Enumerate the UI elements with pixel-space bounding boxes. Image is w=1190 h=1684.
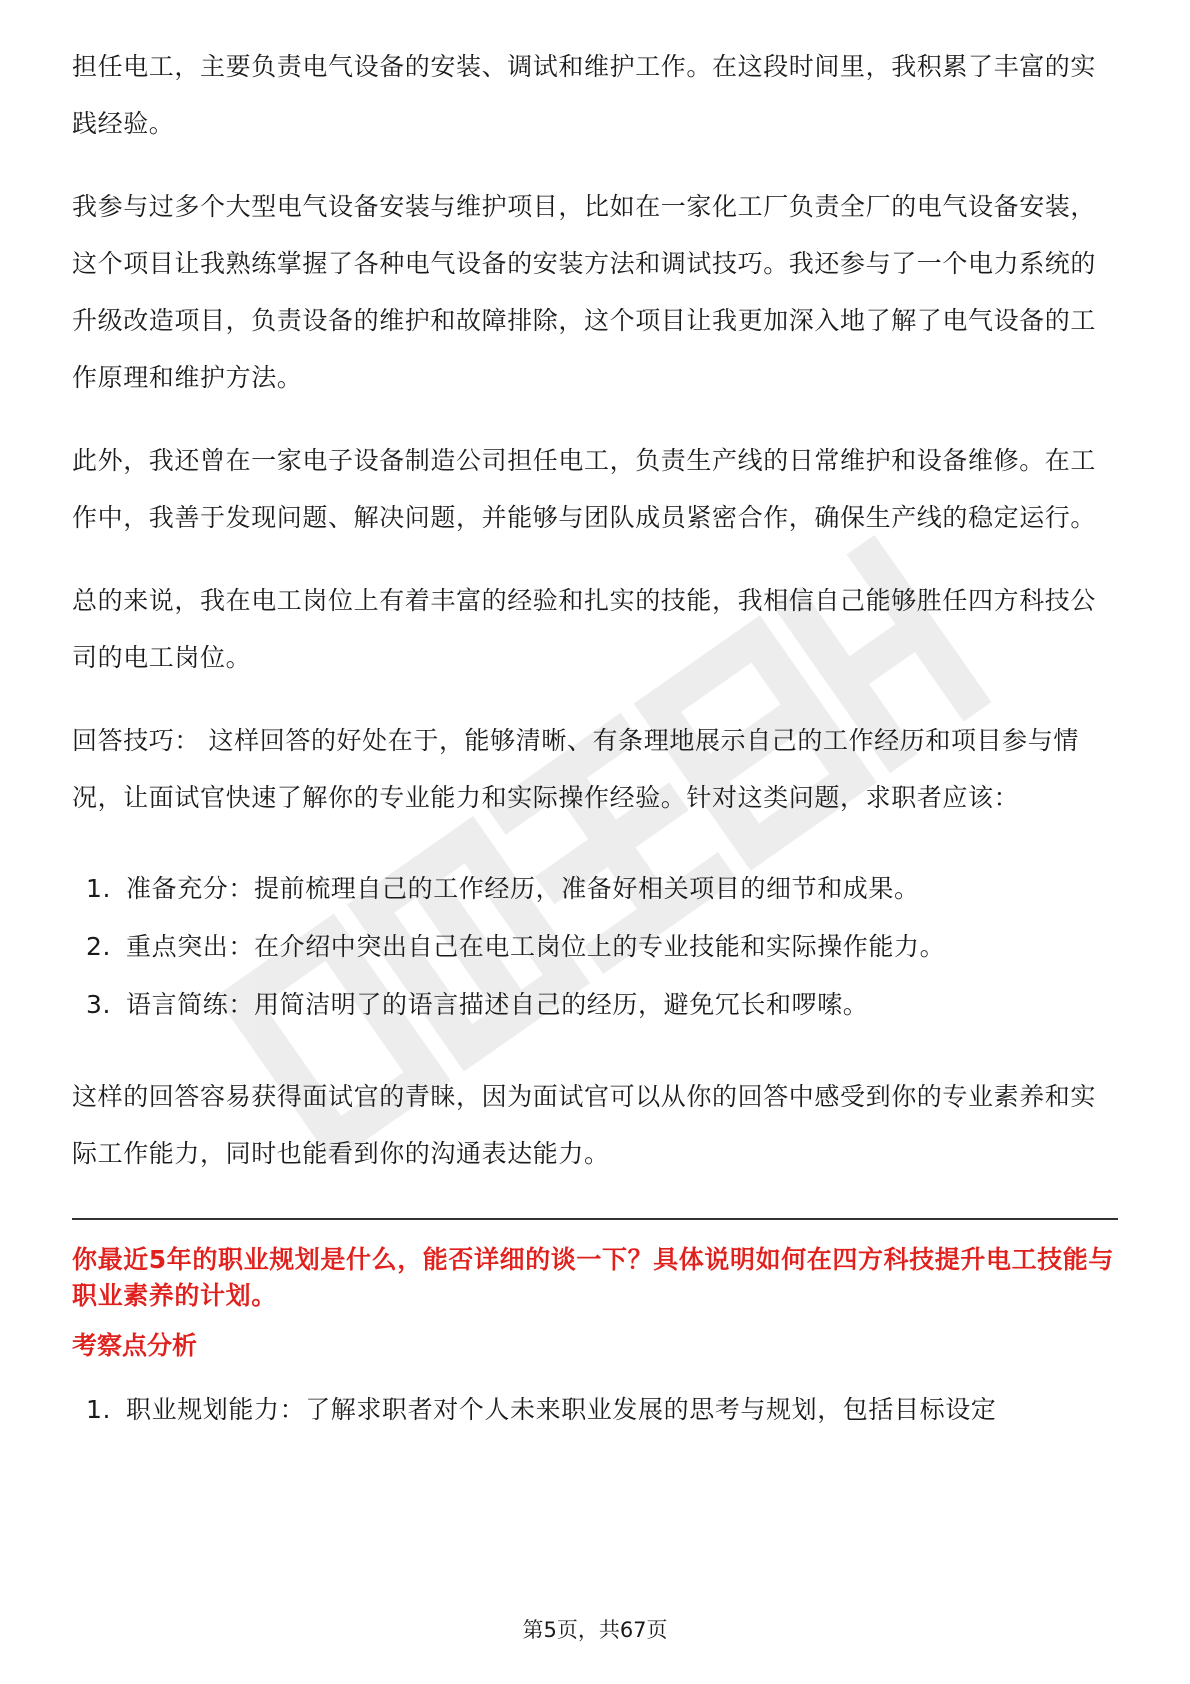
list-item-number: 1. [86, 1395, 112, 1424]
section-divider [72, 1218, 1118, 1220]
list-item-number: 1. [86, 874, 112, 903]
list-item-text: 职业规划能力：了解求职者对个人未来职业发展的思考与规划，包括目标设定 [126, 1395, 997, 1424]
question-title: 你最近5年的职业规划是什么，能否详细的谈一下？具体说明如何在四方科技提升电工技能与职业素养的计划。 [72, 1245, 1114, 1310]
list-item-number: 2. [86, 932, 112, 961]
analysis-list [72, 1390, 1118, 1430]
list-item [72, 860, 1118, 918]
list-item [72, 976, 1118, 1034]
paragraph-answer-tips: 回答技巧： 这样回答的好处在于，能够清晰、有条理地展示自己的工作经历和项目参与情况，让面试官快速了解你的专业能力和实际操作经验。针对这类问题，求职者应该： [72, 726, 1079, 812]
paragraph-conclusion: 这样的回答容易获得面试官的青睐，因为面试官可以从你的回答中感受到你的专业素养和实际工作能力，同时也能看到你的沟通表达能力。 [72, 1082, 1097, 1168]
paragraph-electronics-company: 此外，我还曾在一家电子设备制造公司担任电工，负责生产线的日常维护和设备维修。在工作中，我善于发现问题、解决问题，并能够与团队成员紧密合作，确保生产线的稳定运行。 [72, 446, 1097, 532]
paragraph-project-experience: 我参与过多个大型电气设备安装与维护项目，比如在一家化工厂负责全厂的电气设备安装，这个项目让我熟练掌握了各种电气设备的安装方法和调试技巧。我还参与了一个电力系统的升级改造项目，负责设备的维护和故障排除，这个项目让我更加深入地了解了电气设备的工作原理和维护方法。 [72, 192, 1097, 392]
list-item-text: 准备充分：提前梳理自己的工作经历，准备好相关项目的细节和成果。 [126, 874, 920, 903]
tips-list [72, 860, 1118, 1034]
page-number-footer: 第5页，共67页 [522, 1618, 668, 1642]
list-item [72, 1390, 1118, 1430]
paragraph-experience-intro: 担任电工，主要负责电气设备的安装、调试和维护工作。在这段时间里，我积累了丰富的实践经验。 [72, 52, 1097, 138]
list-item-text: 语言简练：用简洁明了的语言描述自己的经历，避免冗长和啰嗦。 [126, 990, 869, 1019]
section-title: 考察点分析 [72, 1331, 198, 1360]
list-item-number: 3. [86, 990, 112, 1019]
list-item-text: 重点突出：在介绍中突出自己在电工岗位上的专业技能和实际操作能力。 [126, 932, 946, 961]
list-item [72, 918, 1118, 976]
paragraph-summary: 总的来说，我在电工岗位上有着丰富的经验和扎实的技能，我相信自己能够胜任四方科技公司的电工岗位。 [72, 586, 1097, 672]
document-page [72, 38, 1118, 1430]
